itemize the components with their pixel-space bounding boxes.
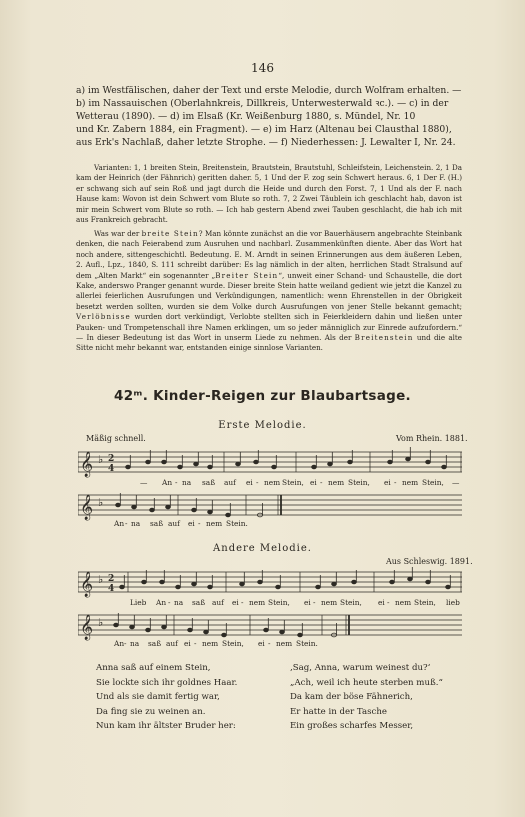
lyric-syllable: - xyxy=(198,519,201,528)
variants-paragraph xyxy=(76,163,462,225)
lyric-syllable: Stein, xyxy=(340,598,362,607)
lyric-syllable: Stein. xyxy=(226,519,248,528)
lyric-syllable: nem xyxy=(276,639,293,648)
lyric-syllable: Stein, xyxy=(348,478,370,487)
flat-sign-icon: ♭ xyxy=(98,496,104,509)
lyric-syllable: na xyxy=(130,639,140,648)
lyric-syllable: nem xyxy=(395,598,412,607)
verse-line: Er hatte in der Tasche xyxy=(290,706,387,717)
lyric-syllable: na xyxy=(182,478,192,487)
lyric-syllable: nem xyxy=(321,598,338,607)
sources-line: a) im Westfälischen, daher der Text und erste Melodie, durch Wolfram erhalten. — xyxy=(76,85,462,96)
verse-line: Anna saß auf einem Stein, xyxy=(96,663,211,673)
melody-2-source: Aus Schleswig. 1891. xyxy=(386,557,473,566)
treble-clef-icon: 𝄞 xyxy=(80,615,94,640)
lyric-syllable: - xyxy=(241,598,244,607)
lyric-syllable: ei xyxy=(246,478,253,487)
explanation-text xyxy=(76,229,462,354)
lyric-syllable: - xyxy=(175,478,178,487)
explanation-part: “, unweit einer Schand- und Schaustelle, die dort Kake, anderswo Pranger genannt wurde. Dieser breite Stein hatte weiland gedient wie jetzt die Kanzel zu allerlei feierlichen Ausrufungen und Verkündigungen, namentlich: wenn Ehrenstellen in der Obrigkeit besetzt werden sollten, wurden sie dem Volke durch Ausrufungen von jener Stelle bekannt gemacht; xyxy=(76,270,462,311)
verse-line: Nun kam ihr ältster Bruder her: xyxy=(96,721,236,732)
lyric-syllable: An xyxy=(114,639,125,648)
verse-line: Und als sie damit fertig war, xyxy=(96,692,220,703)
flat-sign-icon: ♭ xyxy=(98,453,104,466)
melody-1-heading: Erste Melodie. xyxy=(218,420,307,431)
lyric-syllable: saß xyxy=(148,639,162,648)
lyric-syllable: auf xyxy=(224,478,236,487)
lyric-syllable: Stein, xyxy=(422,478,444,487)
lyric-syllable: - xyxy=(320,478,323,487)
lyric-syllable: saß xyxy=(150,519,164,528)
explanation-part: Was war der xyxy=(94,229,142,238)
melody-1-notes xyxy=(126,447,447,469)
explanation-part: ? Man könnte zunächst an die vor Bauerhäusern angebrachte Steinbank denken, die nach Feierabend zum Ausruhen und nachbarl. Zusammenkünften diente. Aber das Wort hat noch andere, sittengeschichtl. Bedeutung. E. M. Arndt in seinen Erinnerungen aus dem äußeren Leben, 2. Aufl., Lpz., 1840, S. 111 schreibt darüber: Es lag nämlich in der alten, herrlichen Stadt Stralsund auf dem „Alten Markt“ ein sogenannter „ xyxy=(76,229,462,280)
lyric-syllable: ei xyxy=(310,478,317,487)
lyric-syllable: saß xyxy=(192,598,206,607)
time-signature-top: 2 xyxy=(108,574,115,584)
time-signature-bottom: 4 xyxy=(108,584,115,594)
tempo-marking: Mäßig schnell. xyxy=(86,434,146,443)
treble-clef-icon: 𝄞 xyxy=(80,572,94,597)
lyric-syllable: - xyxy=(387,598,390,607)
lyric-syllable: Stein. xyxy=(296,639,318,648)
spaced-term: Breiter Stein xyxy=(215,270,279,280)
spaced-term: breite Stein xyxy=(141,229,199,238)
lyric-syllable: auf xyxy=(166,639,178,648)
explanation-paragraph xyxy=(76,229,462,354)
lyric-syllable: lieb xyxy=(446,598,460,607)
verse-line: Sie lockte sich ihr goldnes Haar. xyxy=(96,677,238,688)
lyric-syllable: nem xyxy=(328,478,345,487)
melody-1-source: Vom Rhein. 1881. xyxy=(396,434,468,443)
lyric-syllable: An xyxy=(162,478,173,487)
lyric-syllable: - xyxy=(268,639,271,648)
sources-line: Wetterau (1890). — d) im Elsaß (Kr. Weißenburg 1880, s. Mündel, Nr. 10 xyxy=(76,111,416,123)
song-title: 42ᵐ. Kinder-Reigen zur Blaubartsage. xyxy=(114,388,411,404)
explanation-part: wurden dort verkündigt, Verlobte stellten sich in Feierkleidern dahin und ließen unter Pauken- und Trompetenschall ihre Namen erklingen, um so jeder männiglich zur Einrede aufzufordern.“ — In dieser Bedeutung ist das Wort in unserm Liede zu nehmen. Als der xyxy=(76,312,462,343)
spaced-term: Verlöbnisse xyxy=(76,312,131,322)
treble-clef-icon: 𝄞 xyxy=(80,452,94,477)
lyric-syllable: - xyxy=(256,478,259,487)
flat-sign-icon: ♭ xyxy=(98,573,104,586)
lyric-syllable: auf xyxy=(168,519,180,528)
lyric-syllable: saß xyxy=(202,478,216,487)
lyric-syllable: Stein, xyxy=(282,478,304,487)
lyric-syllable: ei xyxy=(258,639,265,648)
page-number: 146 xyxy=(251,61,274,75)
melody-2-notes xyxy=(120,567,451,589)
verse-line: Da kam der böse Fähnerich, xyxy=(290,692,413,703)
lyric-syllable: - xyxy=(313,598,316,607)
lyric-syllable: nem xyxy=(202,639,219,648)
lyric-syllable: - xyxy=(194,639,197,648)
lyric-syllable: nem xyxy=(402,478,419,487)
lyric-syllable: ei xyxy=(378,598,385,607)
lyric-syllable: An xyxy=(156,598,167,607)
lyric-syllable: - xyxy=(124,639,127,648)
lyric-syllable: auf xyxy=(212,598,224,607)
sources-line: b) im Nassauischen (Oberlahnkreis, Dillkreis, Unterwesterwald ꝛc.). — c) in der xyxy=(76,98,449,110)
time-signature-bottom: 4 xyxy=(108,464,115,474)
sources-line: und Kr. Zabern 1884, ein Fragment). — e) im Harz (Altenau bei Clausthal 1880), xyxy=(76,124,452,136)
verse-column-right xyxy=(290,661,443,734)
lyric-syllable: ei xyxy=(232,598,239,607)
lyric-syllable: ei xyxy=(384,478,391,487)
lyric-syllable: nem xyxy=(206,519,223,528)
lyric-syllable: — xyxy=(140,478,148,487)
sources-paragraph xyxy=(76,84,462,149)
lyric-syllable: ei xyxy=(304,598,311,607)
lyric-syllable: Stein, xyxy=(414,598,436,607)
melody-2-heading: Andere Melodie. xyxy=(213,543,312,554)
lyric-syllable: na xyxy=(174,598,184,607)
verse-line: ‚Sag, Anna, warum weinest du?‘ xyxy=(290,663,431,673)
verse-column-left xyxy=(96,661,237,734)
lyric-syllable: - xyxy=(125,519,128,528)
verse-line: „Ach, weil ich heute sterben muß.“ xyxy=(290,677,443,688)
verse-line: Ein großes scharfes Messer, xyxy=(290,721,414,732)
sources-line: aus Erk's Nachlaß, daher letzte Strophe. — f) Niederhessen: J. Lewalter I, Nr. 24. xyxy=(76,137,456,149)
lyric-syllable: ei xyxy=(188,519,195,528)
lyric-syllable: — xyxy=(452,478,460,487)
lyric-syllable: na xyxy=(131,519,141,528)
verse-line: Da fing sie zu weinen an. xyxy=(96,706,206,717)
lyric-syllable: - xyxy=(394,478,397,487)
lyric-syllable: Lieb xyxy=(130,598,147,607)
lyric-syllable: Stein, xyxy=(222,639,244,648)
explanation-part: und die alte Sitte nicht mehr bekannt war, entstanden einige sinnlose Varianten. xyxy=(76,333,462,353)
time-signature-top: 2 xyxy=(108,454,115,464)
lyric-syllable: Stein, xyxy=(268,598,290,607)
lyric-syllable: An xyxy=(114,519,125,528)
lyric-syllable: nem xyxy=(264,478,281,487)
flat-sign-icon: ♭ xyxy=(98,616,104,629)
treble-clef-icon: 𝄞 xyxy=(80,495,94,520)
variants-text: Varianten: 1, 1 breiten Stein, Breitenstein, Brautstein, Brautstuhl, Schleifstein, Leichenstein. 2, 1 Da kam der Heinrich (der Fähnrich) geritten daher. 5, 1 Und der F. zog sein Schwert heraus. 6, 1 Der F. (H.) er schwang sich auf sein Roß und jagt durch die Heide und durch den Forst. 7, 1 Und als der F. nach Hause kam: Wovon ist dein Schwert vom Blute so roth. 7, 2 Zwei Täublein ich geschlacht hab, davon ist mir mein Schwert vom Blute so roth. — Ich hab gestern Abend zwei Tauben geschlacht, die hab ich mit aus Frankreich gebracht. xyxy=(76,163,462,225)
lyric-syllable: ei xyxy=(184,639,191,648)
spaced-term: Breitenstein xyxy=(354,333,414,343)
lyric-syllable: - xyxy=(168,598,171,607)
lyric-syllable: nem xyxy=(249,598,266,607)
